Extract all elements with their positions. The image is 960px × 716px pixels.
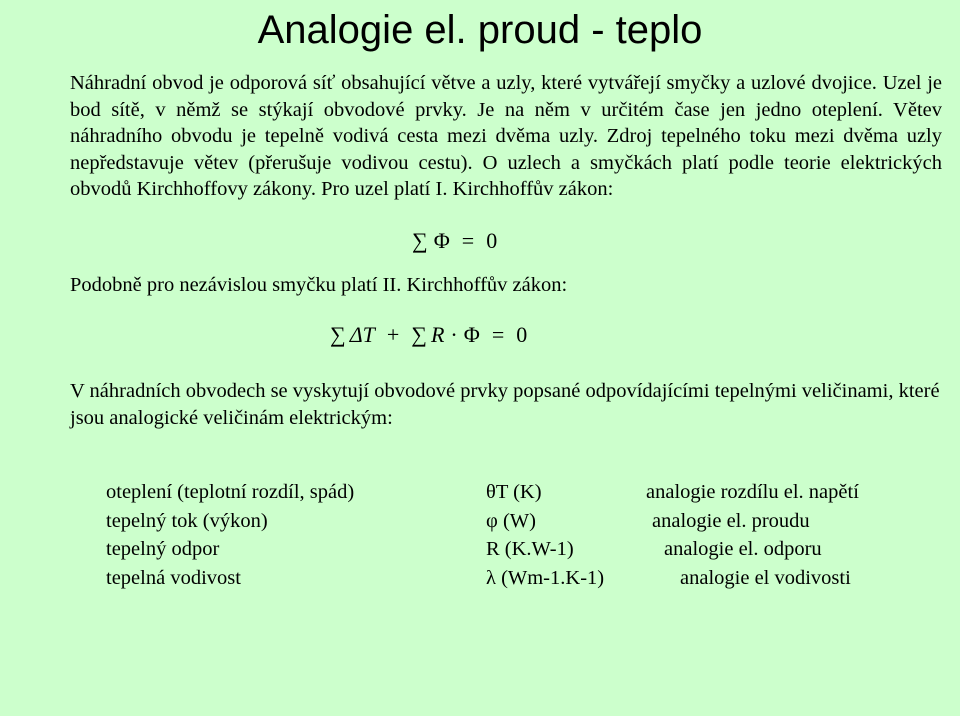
- zero-value: 0: [486, 228, 498, 253]
- slide-title: Analogie el. proud - teplo: [257, 8, 703, 52]
- symbol-cell: R (K.W-1): [486, 538, 574, 560]
- zero-value: 0: [516, 322, 528, 347]
- analogy-cell: analogie el. odporu: [664, 538, 822, 560]
- phi-symbol: Φ: [433, 228, 450, 253]
- second-law-intro: Podobně pro nezávislou smyčku platí II. Kirchhoffův zákon:: [70, 274, 568, 296]
- analogy-row: [106, 510, 906, 539]
- equals-sign: =: [461, 228, 475, 253]
- quantity-cell: tepelný tok (výkon): [106, 509, 268, 532]
- first-kirchhoff-law-formula: [412, 226, 497, 256]
- quantity-cell: oteplení (teplotní rozdíl, spád): [106, 481, 355, 503]
- symbol-cell: φ (W): [486, 509, 536, 532]
- sum-symbol-2: ∑: [411, 322, 427, 347]
- quantity-cell: tepelná vodivost: [106, 566, 241, 589]
- analogy-row: [106, 481, 906, 510]
- r-term: R: [430, 322, 445, 347]
- analogy-cell: analogie el. proudu: [652, 509, 810, 532]
- plus-sign: +: [386, 322, 400, 347]
- sum-symbol-1: ∑: [330, 322, 346, 347]
- delta-t-term: ΔT: [349, 322, 375, 347]
- symbol-cell: θT (K): [486, 481, 542, 503]
- sum-symbol: ∑: [412, 228, 428, 253]
- elements-paragraph: V náhradních obvodech se vyskytují obvodové prvky popsané odpovídajícími tepelnými veličinami, které jsou analogické veličinám elektrickým:: [70, 380, 940, 429]
- intro-paragraph: Náhradní obvod je odporová síť obsahující větve a uzly, které vytvářejí smyčky a uzlové dvojice. Uzel je bod sítě, v němž se stýkají obvodové prvky. Je na něm v určitém čase jen jedno oteplení. Větev náhradního obvodu je tepelně vodivá cesta mezi dvěma uzly. Zdroj tepelného toku mezi dvěma uzly nepředstavuje větev (přerušuje vodivou cestu). O uzlech a smyčkách platí podle teorie elektrických obvodů Kirchhoffovy zákony. Pro uzel platí I. Kirchhoffův zákon:: [70, 72, 942, 200]
- analogy-row: [106, 538, 906, 567]
- second-kirchhoff-law-formula: [330, 320, 527, 350]
- analogy-row: [106, 567, 906, 596]
- analogy-table: [106, 481, 906, 595]
- analogy-cell: analogie rozdílu el. napětí: [646, 481, 859, 503]
- equals-sign: =: [491, 322, 505, 347]
- analogy-cell: analogie el vodivosti: [680, 566, 851, 589]
- symbol-cell: λ (Wm-1.K-1): [486, 566, 605, 589]
- dot-operator: ·: [450, 322, 458, 347]
- quantity-cell: tepelný odpor: [106, 538, 220, 560]
- phi-symbol: Φ: [463, 322, 480, 347]
